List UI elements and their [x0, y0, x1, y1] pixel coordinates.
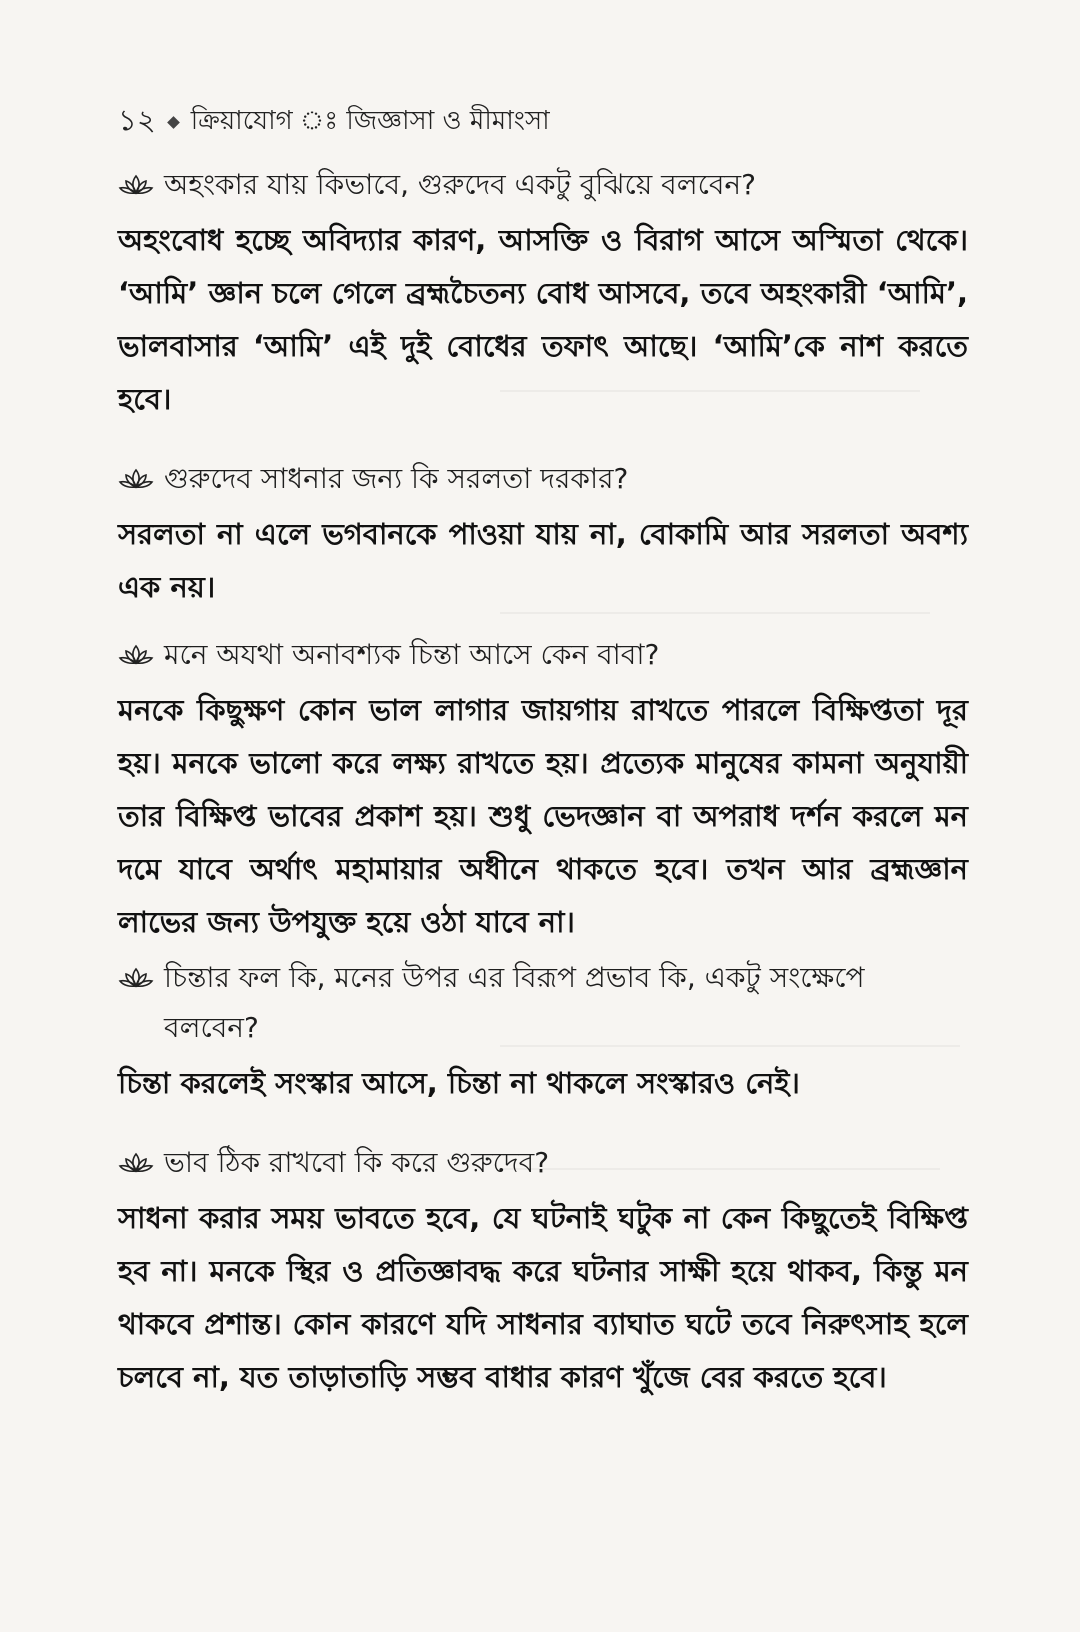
- lotus-icon: [118, 160, 164, 210]
- answer-text: সরলতা না এলে ভগবানকে পাওয়া যায় না, বোকামি আর সরলতা অবশ্য এক নয়।: [118, 517, 968, 604]
- answer-text: সাধনা করার সময় ভাবতে হবে, যে ঘটনাই ঘটুক না কেন কিছুতেই বিক্ষিপ্ত হব না। মনকে স্থির ও প্রতিজ্ঞাবদ্ধ করে ঘটনার সাক্ষী হয়ে থাকব, কিন্তু মন থাকবে প্রশান্ত। কোন কারণে যদি সাধনার ব্যাঘাত ঘটে তবে নিরুৎসাহ হলে চলবে না, যত তাড়াতাড়ি সম্ভব বাধার কারণ খুঁজে বের করতে হবে।: [118, 1201, 968, 1394]
- lotus-icon: [118, 454, 164, 504]
- page-number: ১২: [118, 102, 156, 137]
- question-text: অহংকার যায় কিভাবে, গুরুদেব একটু বুঝিয়ে বলবেন?: [164, 168, 756, 201]
- question: [118, 160, 968, 210]
- question: [118, 454, 968, 504]
- answer-text: অহংবোধ হচ্ছে অবিদ্যার কারণ, আসক্তি ও বিরাগ আসে অস্মিতা থেকে। ‘আমি’ জ্ঞান চলে গেলে ব্রহ্মচৈতন্য বোধ আসবে, তবে অহংকারী ‘আমি’, ভালবাসার ‘আমি’ এই দুই বোধের তফাৎ আছে। ‘আমি’কে নাশ করতে হবে।: [118, 223, 968, 416]
- lotus-icon: [118, 953, 164, 1003]
- page-header: [118, 100, 550, 144]
- running-title: ক্রিয়াযোগ ঃ জিজ্ঞাসা ও মীমাংসা: [190, 106, 550, 136]
- question: [118, 1138, 968, 1188]
- answer-text: মনকে কিছুক্ষণ কোন ভাল লাগার জায়গায় রাখতে পারলে বিক্ষিপ্ততা দূর হয়। মনকে ভালো করে লক্ষ্য রাখতে হয়। প্রত্যেক মানুষের কামনা অনুযায়ী তার বিক্ষিপ্ত ভাবের প্রকাশ হয়। শুধু ভেদজ্ঞান বা অপরাধ দর্শন করলে মন দমে যাবে অর্থাৎ মহামায়ার অধীনে থাকতে হবে। তখন আর ব্রহ্মজ্ঞান লাভের জন্য উপযুক্ত হয়ে ওঠা যাবে না।: [118, 693, 968, 939]
- question-text: চিন্তার ফল কি, মনের উপর এর বিরূপ প্রভাব কি, একটু সংক্ষেপে বলবেন?: [164, 961, 865, 1044]
- question: [118, 630, 968, 680]
- question-text: মনে অযথা অনাবশ্যক চিন্তা আসে কেন বাবা?: [164, 638, 660, 671]
- answer-text: চিন্তা করলেই সংস্কার আসে, চিন্তা না থাকলে সংস্কারও নেই।: [118, 1066, 800, 1100]
- question: [118, 953, 968, 1053]
- qa-content: [118, 160, 968, 1404]
- lotus-icon: [118, 630, 164, 680]
- diamond-bullet-icon: [167, 116, 180, 129]
- question-text: ভাব ঠিক রাখবো কি করে গুরুদেব?: [164, 1146, 550, 1179]
- question-text: গুরুদেব সাধনার জন্য কি সরলতা দরকার?: [164, 462, 629, 495]
- lotus-icon: [118, 1138, 164, 1188]
